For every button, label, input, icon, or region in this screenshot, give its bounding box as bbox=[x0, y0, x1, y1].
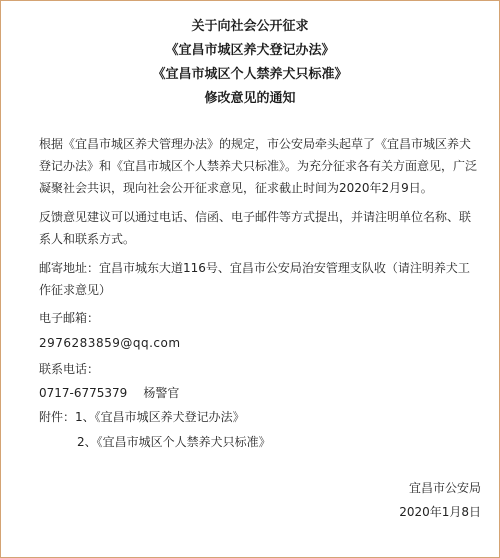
email-address: 2976283859@qq.com bbox=[39, 336, 181, 350]
title-line-2: 《宜昌市城区养犬登记办法》 bbox=[165, 43, 335, 58]
body-paragraph-3 bbox=[39, 257, 479, 301]
notice-title bbox=[1, 15, 499, 111]
attachment-line-1 bbox=[39, 406, 245, 428]
phone-line bbox=[39, 382, 179, 404]
title-line-1: 关于向社会公开征求 bbox=[191, 19, 309, 34]
attachment-item-1: 1、《宜昌市城区养犬登记办法》 bbox=[75, 410, 245, 424]
title-line-3: 《宜昌市城区个人禁养犬只标准》 bbox=[152, 67, 348, 82]
paragraph-3-text: 邮寄地址：宜昌市城东大道116号、宜昌市公安局治安管理支队收（请注明养犬工作征求意见） bbox=[39, 261, 470, 297]
attachments-label: 附件： bbox=[39, 410, 76, 424]
body-paragraph-1 bbox=[39, 133, 479, 199]
paragraph-1-text: 根据《宜昌市城区养犬管理办法》的规定，市公安局牵头起草了《宜昌市城区养犬登记办法》和《宜昌市城区个人禁养犬只标准》。为充分征求各有关方面意见，广泛凝聚社会共识，现向社会公开征求意见，征求截止时间为2020年2月9日。 bbox=[39, 137, 478, 195]
body-paragraph-2 bbox=[39, 206, 479, 250]
phone-number: 0717-6775379 bbox=[39, 386, 128, 400]
attachment-item-2: 2、《宜昌市城区个人禁养犬只标准》 bbox=[77, 435, 271, 449]
signing-date: 2020年1月8日 bbox=[399, 505, 481, 519]
email-label: 电子邮箱： bbox=[39, 311, 100, 325]
paragraph-2-text: 反馈意见建议可以通过电话、信函、电子邮件等方式提出，并请注明单位名称、联系人和联系方式。 bbox=[39, 210, 472, 246]
signer-organization: 宜昌市公安局 bbox=[408, 481, 481, 495]
phone-contact-name: 杨警官 bbox=[143, 386, 180, 400]
phone-label: 联系电话： bbox=[39, 362, 100, 376]
title-line-4: 修改意见的通知 bbox=[204, 91, 296, 106]
